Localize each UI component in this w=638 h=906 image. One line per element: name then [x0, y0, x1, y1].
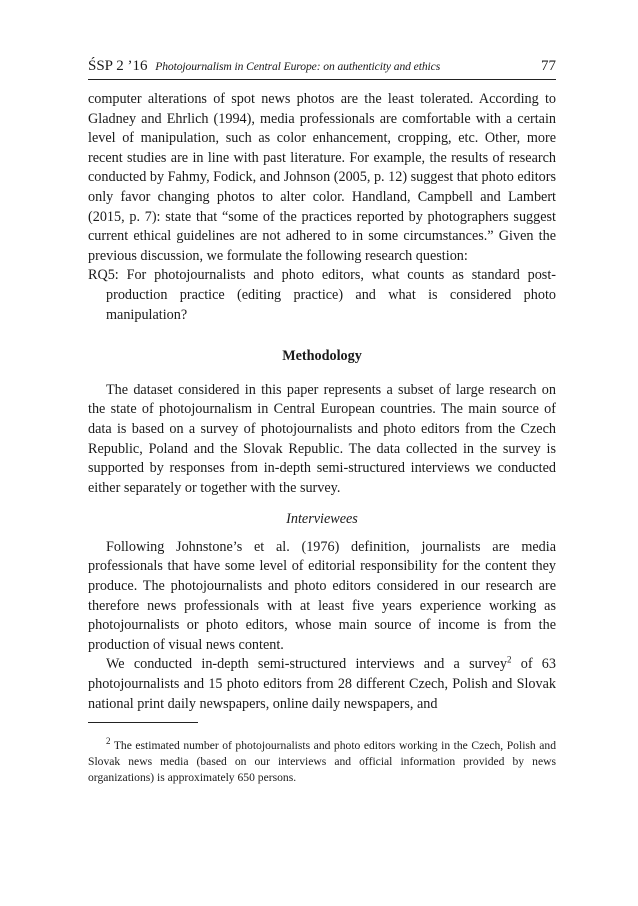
paragraph-3: Following Johnstone’s et al. (1976) definition, journalists are media professionals that have some level of editorial responsibility for the content they produce. The photojournalists and photo editors considered in our research are therefore news professionals with at least five years experience working as photojournalists or photo editors, whose main source of income is from the production of visual news content. [88, 538, 556, 653]
footnote-reference: 2 [506, 654, 512, 665]
footnote-text: The estimated number of photojournalists and photo editors working in the Czech, Polish and Slovak news media (based on our interviews and official information provided by news organizations) is approximately 650 persons. [88, 739, 556, 785]
body-text [88, 90, 556, 786]
paragraph-4 [88, 655, 556, 714]
paragraph-1: computer alterations of spot news photos are the least tolerated. According to Gladney and Ehrlich (1994), media professionals are comfortable with a certain level of manipulation, such as color enhancement, cropping, etc. Other, more recent studies are in line with past literature. For example, the results of research conducted by Fahmy, Fodick, and Johnson (2005, p. 12) suggest that photo editors only favor changing photos to alter color. Handland, Campbell and Lambert (2015, p. 7): state that “some of the practices reported by photographers suggest current ethical guidelines are not adhered to in some circumstances.” Given the previous discussion, we formulate the following research question: [88, 91, 557, 264]
footnote-mark: 2 [106, 736, 111, 747]
footnote [88, 733, 556, 786]
footnote-rule [88, 722, 198, 723]
page [88, 58, 556, 786]
research-question-5: RQ5: For photojournalists and photo editors, what counts as standard post-production practice (editing practice) and what is considered photo manipulation? [88, 267, 556, 323]
page-number: 77 [541, 58, 556, 74]
paragraph-2: The dataset considered in this paper represents a subset of large research on the state of photojournalism in Central European countries. The main source of data is based on a survey of photojournalists and photo editors from the Czech Republic, Poland and the Slovak Republic. The data collected in the survey is supported by responses from in-depth semi-structured interviews we conducted either separately or together with the survey. [88, 381, 556, 496]
section-heading-methodology: Methodology [282, 348, 362, 365]
article-title: Photojournalism in Central Europe: on authenticity and ethics [155, 60, 441, 73]
paragraph-4-end: of 63 photojournalists and 15 photo editors from 28 different Czech, Polish and Slovak national print daily newspapers, online daily newspapers, and [88, 656, 556, 712]
subsection-heading-interviewees: Interviewees [286, 511, 358, 528]
paragraph-4-start: We conducted in-depth semi-structured interviews and a survey [106, 656, 507, 673]
header-left [88, 58, 440, 75]
running-header [88, 58, 556, 80]
journal-name: ŚSP 2 ’16 [88, 58, 148, 74]
